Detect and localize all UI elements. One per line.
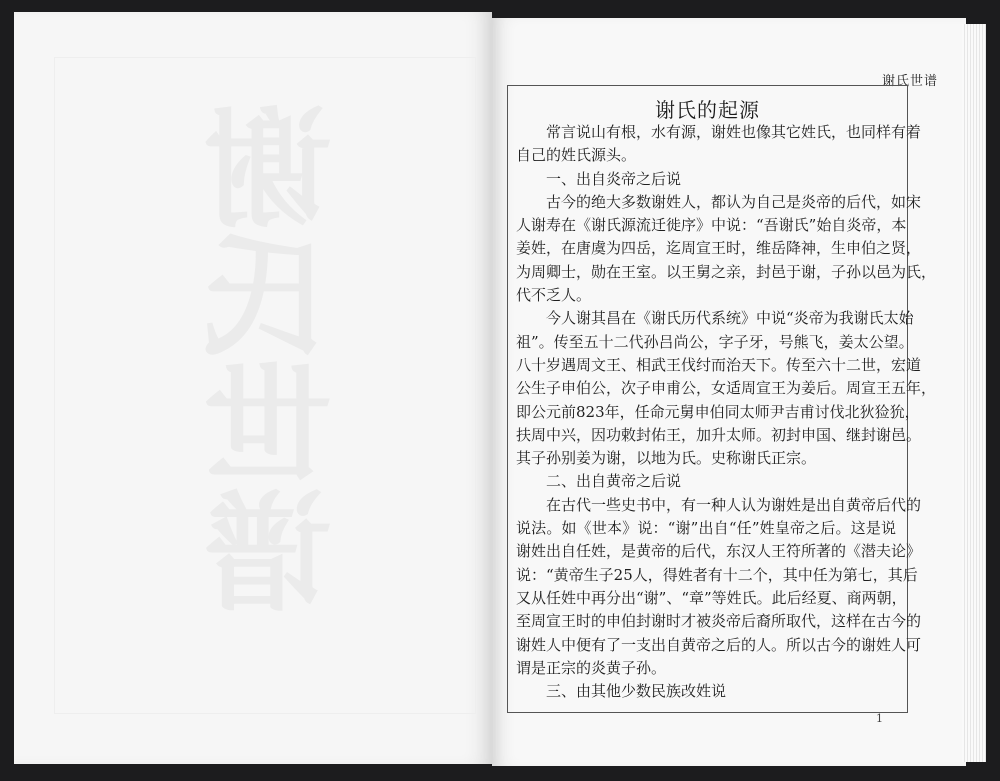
text-line: 说：“黄帝生子25人，得姓者有十二个，其中任为第七，其后	[516, 565, 918, 584]
text-line: 至周宣王时的申伯封谢时才被炎帝后裔所取代，这样在古今的	[516, 612, 922, 631]
left-page	[14, 12, 492, 764]
text-line: 代不乏人。	[516, 286, 592, 305]
text-frame	[507, 85, 937, 713]
text-line: 又从任姓中再分出“谢”、“章”等姓氏。此后经夏、商两朝，	[516, 588, 907, 607]
chapter-title: 谢氏的起源	[655, 98, 760, 122]
text-line: 自己的姓氏源头。	[516, 146, 637, 165]
body-text	[516, 121, 937, 703]
text-line: 常言说山有根，水有源，谢姓也像其它姓氏，也同样有着	[546, 123, 922, 141]
text-line: 谢姓出自任姓，是黄帝的后代，东汉人王符所著的《潜夫论》	[516, 542, 922, 561]
show-through-watermark: 谢氏世谱	[204, 102, 354, 614]
right-page	[492, 18, 966, 766]
text-line: 谓是正宗的炎黄子孙。	[516, 658, 667, 677]
text-line: 即公元前823年，任命元舅申伯同太师尹吉甫讨伐北狄猃狁，	[516, 402, 920, 421]
text-line: 姜姓，在唐虞为四岳，迄周宣王时，维岳降神，生申伯之贤，	[516, 239, 922, 258]
text-line: 谢姓人中便有了一支出自黄帝之后的人。所以古今的谢姓人可	[516, 635, 922, 654]
text-line: 今人谢其昌在《谢氏历代系统》中说“炎帝为我谢氏太始	[546, 309, 914, 328]
text-line: 人谢寿在《谢氏源流迁徙序》中说：“吾谢氏”始自炎帝，本	[516, 216, 907, 235]
text-line: 古今的绝大多数谢姓人，都认为自己是炎帝的后代，如宋	[546, 192, 922, 211]
text-line: 为周卿士，勋在王室。以王舅之亲，封邑于谢，子孙以邑为氏，	[516, 262, 937, 281]
text-line: 其子孙别姜为谢，以地为氏。史称谢氏正宗。	[516, 449, 817, 468]
text-line: 祖”。传至五十二代孙吕尚公，字子牙，号熊飞，姜太公望。	[516, 332, 914, 351]
text-line: 二、出自黄帝之后说	[546, 472, 682, 491]
page-edges	[962, 24, 986, 762]
text-line: 扶周中兴，因功敕封佑王，加升太师。初封申国、继封谢邑。	[516, 425, 922, 444]
text-line: 在古代一些史书中，有一种人认为谢姓是出自黄帝后代的	[546, 495, 922, 514]
page-number: 1	[876, 712, 883, 725]
text-line: 一、出自炎帝之后说	[546, 169, 682, 188]
text-line: 公生子申伯公，次子申甫公，女适周宣王为姜后。周宣王五年，	[516, 379, 937, 398]
text-line: 三、由其他少数民族改姓说	[546, 682, 727, 701]
text-line: 八十岁遇周文王、相武王伐纣而治天下。传至六十二世，宏道	[516, 355, 922, 374]
running-head: 谢氏世谱	[881, 74, 938, 89]
text-line: 说法。如《世本》说：“谢”出自“任”姓皇帝之后。这是说	[516, 519, 896, 538]
